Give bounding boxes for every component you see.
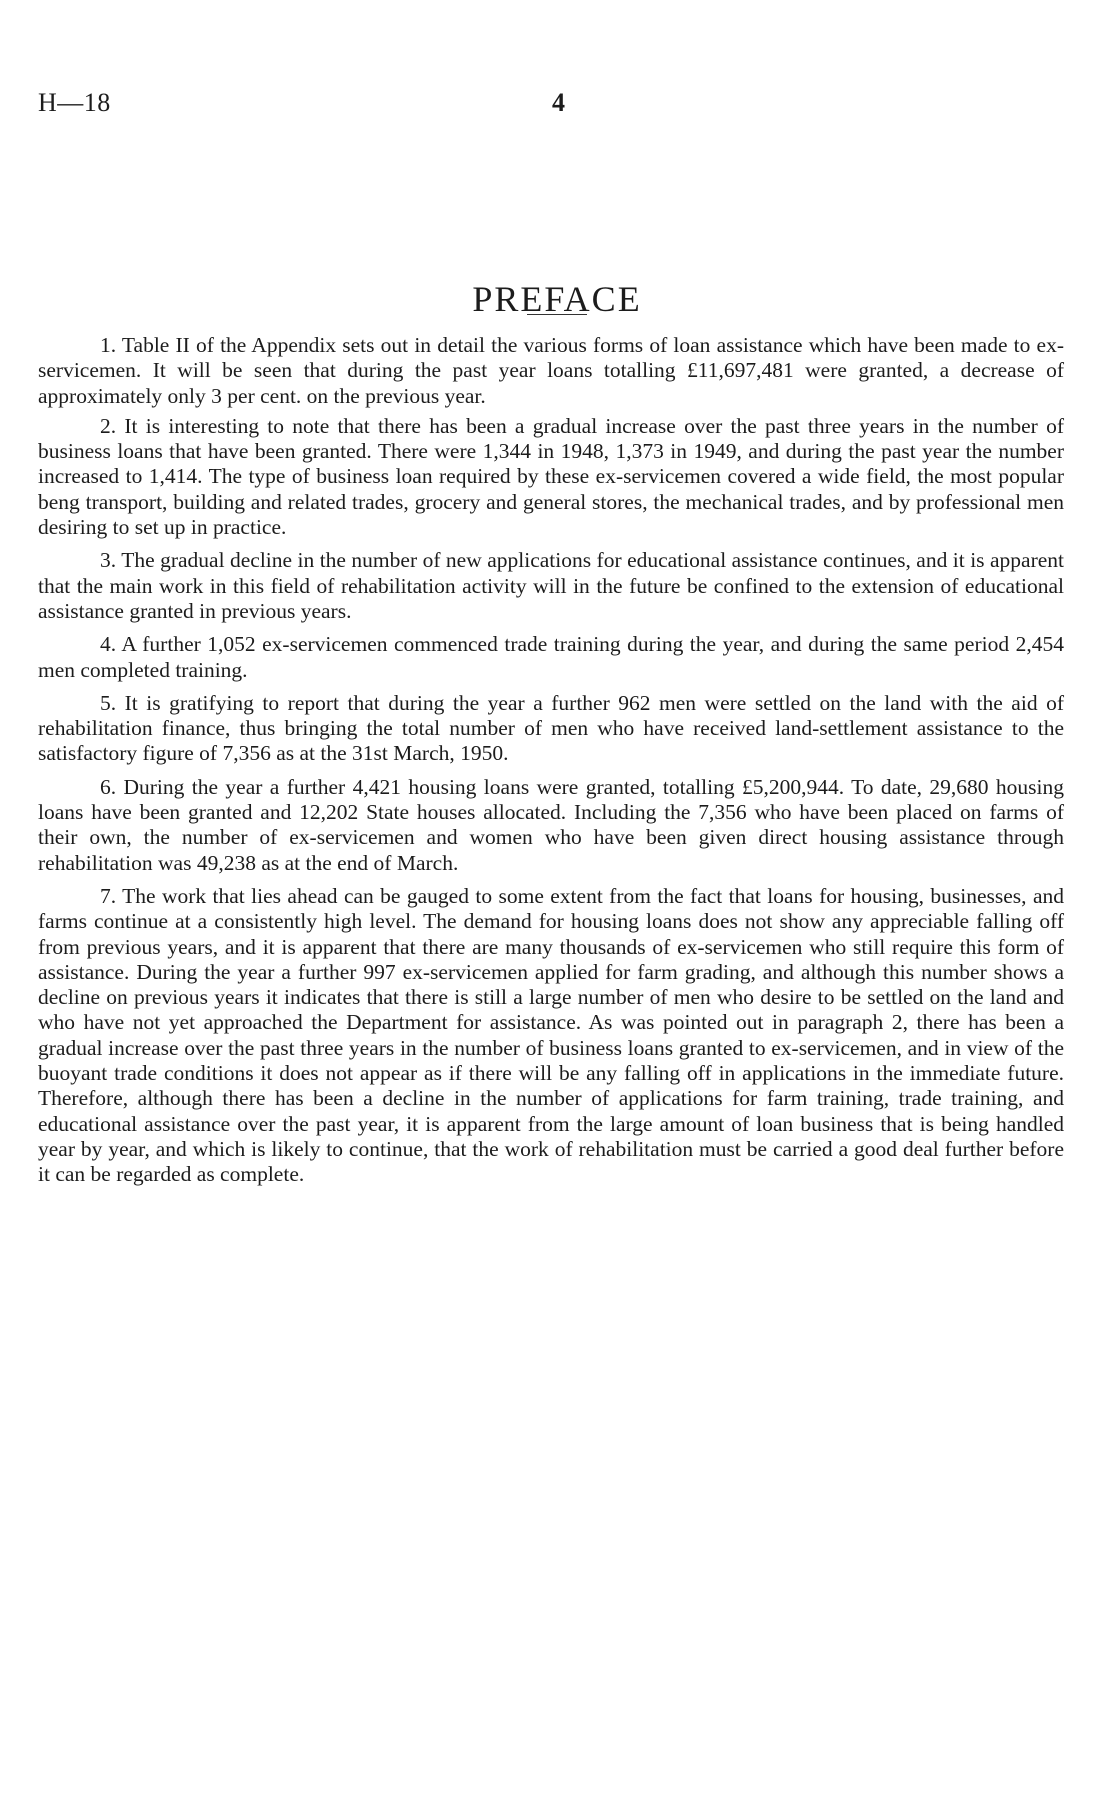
paragraph-3: 3. The gradual decline in the number of new applications for educational assistance continues, and it is apparent that the main work in this field of rehabilitation activity will in the future be confined to the extension of educational assistance granted in previous years. (38, 548, 1064, 623)
preface-body (38, 333, 1064, 1196)
paragraph-5: 5. It is gratifying to report that during the year a further 962 men were settled on the land with the aid of rehabilitation finance, thus bringing the total number of men who have received land-settlement assistance to the satisfactory figure of 7,356 as at the 31st March, 1950. (38, 690, 1064, 766)
page-header (0, 88, 1114, 128)
paragraph-7: 7. The work that lies ahead can be gauged to some extent from the fact that loans for housing, businesses, and farms continue at a consistently high level. The demand for housing loans does not show any appreciable falling off from previous years, and it is apparent that there are many thousands of ex-servicemen who still require this form of assistance. During the year a further 997 ex-servicemen applied for farm grading, and although this number shows a decline on previous years it indicates that there is still a large number of men who desire to be settled on the land and who have not yet approached the Department for assistance. As was pointed out in paragraph 2, there has been a gradual increase over the past three years in the number of business loans granted to ex-servicemen, and in view of the buoyant trade conditions it does not appear as if there will be any falling off in applications in the immediate future. Therefore, although there has been a decline in the number of applications for farm training, trade training, and educational assistance over the past year, it is apparent from the large amount of loan business that is being handled year by year, and which is likely to continue, that the work of rehabilitation must be carried a good deal further before it can be regarded as complete. (38, 883, 1064, 1187)
paragraph-4: 4. A further 1,052 ex-servicemen commenced trade training during the year, and during the same period 2,454 men completed training. (38, 632, 1064, 682)
paragraph-6: 6. During the year a further 4,421 housing loans were granted, totalling £5,200,944. To date, 29,680 housing loans have been granted and 12,202 State houses allocated. Including the 7,356 who have been placed on farms of their own, the number of ex-servicemen and women who have been given direct housing assistance through rehabilitation was 49,238 as at the end of March. (38, 774, 1064, 875)
page-title: PREFACE (472, 279, 642, 320)
document-reference: H—18 (38, 88, 111, 117)
page-number: 4 (552, 88, 565, 117)
paragraph-2: 2. It is interesting to note that there has been a gradual increase over the past three years in the number of business loans that have been granted. There were 1,344 in 1948, 1,373 in 1949, and during the past year the number increased to 1,414. The type of business loan required by these ex-servicemen covered a wide field, the most popular beng transport, building and related trades, grocery and general stores, the mechanical trades, and by professional men desiring to set up in practice. (38, 413, 1064, 540)
title-divider (527, 314, 587, 315)
paragraph-1: 1. Table II of the Appendix sets out in detail the various forms of loan assistance which have been made to ex-servicemen. It will be seen that during the past year loans totalling £11,697,481 were granted, a decrease of approximately only 3 per cent. on the previous year. (38, 333, 1064, 408)
